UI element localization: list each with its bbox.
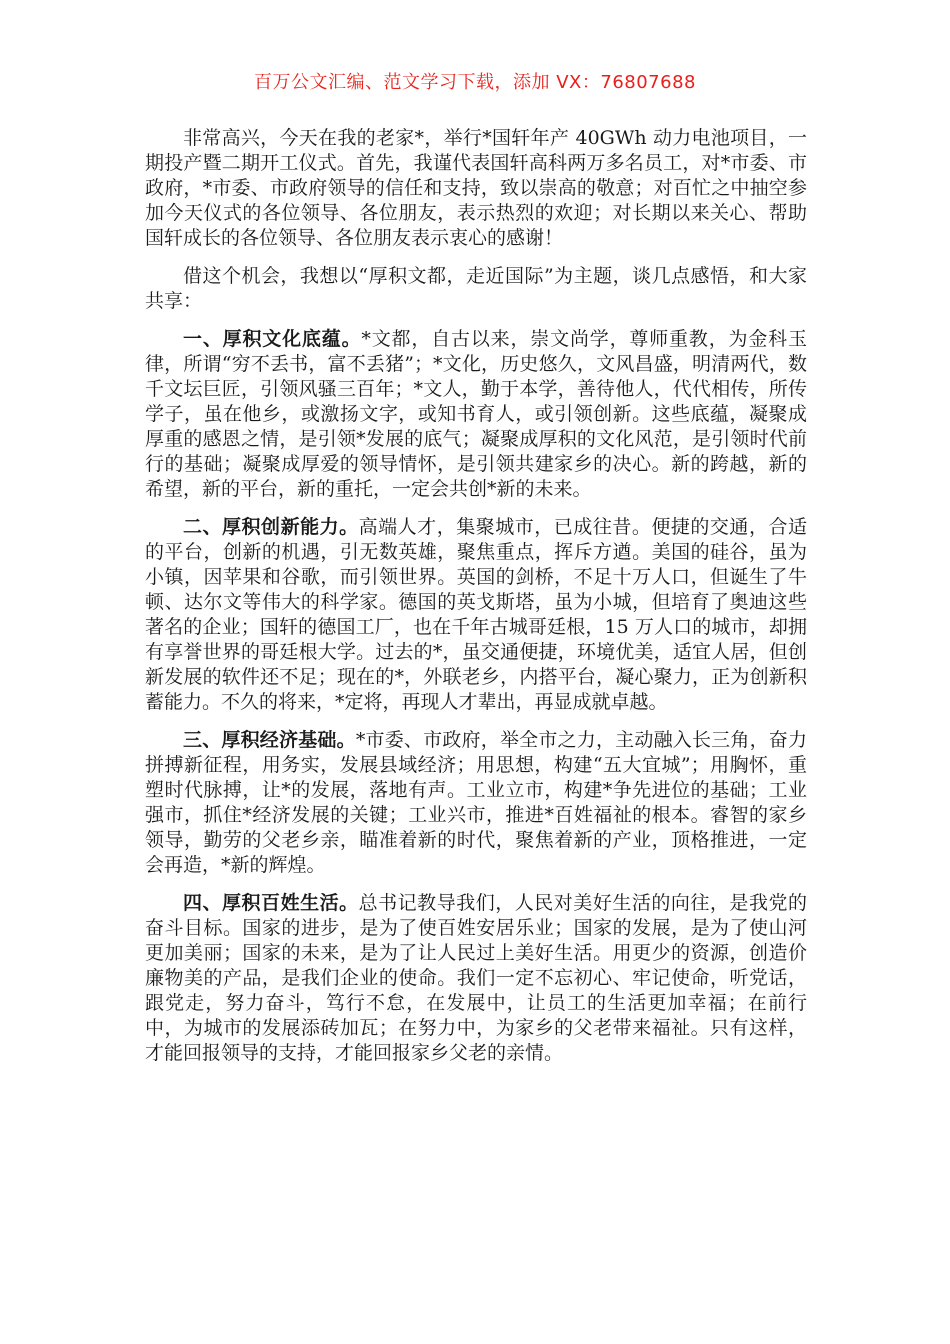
paragraph-text: 高端人才，集聚城市，已成往昔。便捷的交通，合适的平台，创新的机遇，引无数英雄，聚焦重点，挥斥方遒。美国的硅谷，虽为小镇，因苹果和谷歌，而引领世界。英国的剑桥，不足十万人口，但诞生了牛顿、达尔文等伟大的科学家。德国的英戈斯塔，虽为小城，但培育了奥迪这些著名的企业；国轩的德国工厂，也在千年古城哥廷根，15 万人口的城市，却拥有享誉世界的哥廷根大学。过去的*，虽交通便捷，环境优美，适宜人居，但创新发展的软件还不足；现在的*，外联老乡，内搭平台，凝心聚力，正为创新积蓄能力。不久的将来，*定将，再现人才辈出，再显成就卓越。 <box>145 516 807 713</box>
paragraph-section-4 <box>145 891 807 1066</box>
paragraph-text: 总书记教导我们，人民对美好生活的向往，是我党的奋斗目标。国家的进步，是为了使百姓安居乐业；国家的发展，是为了使山河更加美丽；国家的未来，是为了让人民过上美好生活。用更少的资源，创造价廉物美的产品，是我们企业的使命。我们一定不忘初心、牢记使命，听党话，跟党走，努力奋斗，笃行不怠，在发展中，让员工的生活更加幸福；在前行中，为城市的发展添砖加瓦；在努力中，为家乡的父老带来福祉。只有这样，才能回报领导的支持，才能回报家乡父老的亲情。 <box>145 892 807 1064</box>
section-heading: 四、厚积百姓生活。 <box>183 892 359 914</box>
section-heading: 三、厚积经济基础。 <box>183 729 356 751</box>
paragraph-text: 非常高兴，今天在我的老家*，举行*国轩年产 40GWh 动力电池项目，一期投产暨二期开工仪式。首先，我谨代表国轩高科两万多名员工，对*市委、市政府，*市委、市政府领导的信任和支持，致以崇高的敬意；对百忙之中抽空参加今天仪式的各位领导、各位朋友，表示热烈的欢迎；对长期以来关心、帮助国轩成长的各位领导、各位朋友表示衷心的感谢！ <box>145 127 807 249</box>
paragraph-section-2 <box>145 515 807 715</box>
paragraph-section-1 <box>145 327 807 502</box>
paragraph-text: 借这个机会，我想以“厚积文都，走近国际”为主题，谈几点感悟，和大家共享： <box>145 265 807 312</box>
section-heading: 一、厚积文化底蕴。 <box>183 328 362 350</box>
paragraph-text: *文都，自古以来，崇文尚学，尊师重教，为金科玉律，所谓“穷不丢书，富不丢猪”；*文化，历史悠久，文风昌盛，明清两代，数千文坛巨匠，引领风骚三百年；*文人，勤于本学，善待他人，代代相传，所传学子，虽在他乡，或激扬文字，或知书育人，或引领创新。这些底蕴，凝聚成厚重的感恩之情，是引领*发展的底气；凝聚成厚积的文化风范，是引领时代前行的基础；凝聚成厚爱的领导情怀，是引领共建家乡的决心。新的跨越，新的希望，新的平台，新的重托，一定会共创*新的未来。 <box>145 328 807 500</box>
section-heading: 二、厚积创新能力。 <box>183 516 359 538</box>
paragraph-opening <box>145 126 807 251</box>
paragraph-theme <box>145 264 807 314</box>
paragraph-text: *市委、市政府，举全市之力，主动融入长三角，奋力拼搏新征程，用务实，发展县域经济；用思想，构建“五大宜城”；用胸怀，重塑时代脉搏，让*的发展，落地有声。工业立市，构建*争先进位的基础；工业强市，抓住*经济发展的关键；工业兴市，推进*百姓福祉的根本。睿智的家乡领导，勤劳的父老乡亲，瞄准着新的时代，聚焦着新的产业，顶格推进，一定会再造，*新的辉煌。 <box>145 729 807 876</box>
paragraph-section-3 <box>145 728 807 878</box>
document-body <box>145 126 807 1079</box>
header-banner: 百万公文汇编、范文学习下载，添加 VX：76807688 <box>254 72 696 93</box>
